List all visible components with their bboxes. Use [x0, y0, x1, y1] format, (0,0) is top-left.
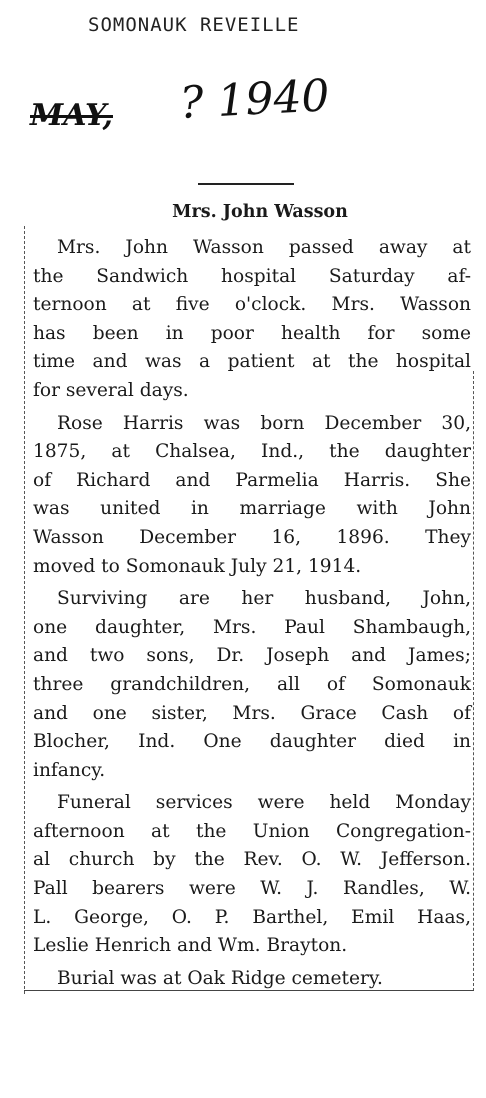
text-line: one daughter, Mrs. Paul Shambaugh, — [33, 616, 471, 638]
paragraph — [33, 585, 471, 785]
text-line: ternoon at five o'clock. Mrs. Wasson — [33, 294, 471, 316]
text-line: Pall bearers were W. J. Randles, W. — [33, 878, 471, 900]
paragraph — [33, 410, 471, 582]
text-line: Wasson December 16, 1896. They — [33, 526, 471, 548]
text-line: has been in poor health for some — [33, 322, 471, 344]
paragraph — [33, 965, 471, 994]
text-line: the Sandwich hospital Saturday af- — [33, 265, 471, 287]
text-line: Surviving are her husband, John, — [57, 588, 471, 610]
clipping-left-edge — [24, 226, 25, 994]
newspaper-masthead: SOMONAUK REVEILLE — [88, 14, 300, 36]
text-line: Rose Harris was born December 30, — [57, 412, 471, 434]
text-line: al church by the Rev. O. W. Jefferson. — [33, 849, 471, 871]
text-line: three grandchildren, all of Somonauk — [33, 673, 471, 695]
text-line: Burial was at Oak Ridge cemetery. — [57, 967, 383, 989]
paragraph — [33, 234, 471, 406]
date-annotation — [30, 70, 370, 158]
text-line: was united in marriage with John — [33, 498, 471, 520]
text-line: Blocher, Ind. One daughter died in — [33, 731, 471, 753]
text-line: 1875, at Chalsea, Ind., the daughter — [33, 441, 471, 463]
text-line: for several days. — [33, 379, 189, 401]
text-line: time and was a patient at the hospital — [33, 351, 471, 373]
text-line: infancy. — [33, 759, 106, 781]
text-line: and two sons, Dr. Joseph and James; — [33, 645, 471, 667]
handwritten-date: ? 1940 — [178, 70, 331, 129]
article-title: Mrs. John Wasson — [172, 202, 348, 222]
clipping-right-edge — [473, 371, 474, 991]
text-line: of Richard and Parmelia Harris. She — [33, 469, 471, 491]
text-line: Leslie Henrich and Wm. Brayton. — [33, 935, 348, 957]
obituary-article — [33, 196, 471, 997]
text-line: Funeral services were held Monday — [57, 792, 471, 814]
struck-month: MAY, — [30, 98, 113, 133]
text-line: Mrs. John Wasson passed away at — [57, 237, 471, 258]
text-line: afternoon at the Union Congregation- — [33, 820, 471, 842]
paragraph — [33, 789, 471, 961]
title-rule — [198, 183, 294, 185]
text-line: moved to Somonauk July 21, 1914. — [33, 555, 362, 577]
text-line: L. George, O. P. Barthel, Emil Haas, — [33, 906, 471, 928]
obituary-clipping — [24, 196, 472, 994]
text-line: and one sister, Mrs. Grace Cash of — [33, 702, 471, 724]
